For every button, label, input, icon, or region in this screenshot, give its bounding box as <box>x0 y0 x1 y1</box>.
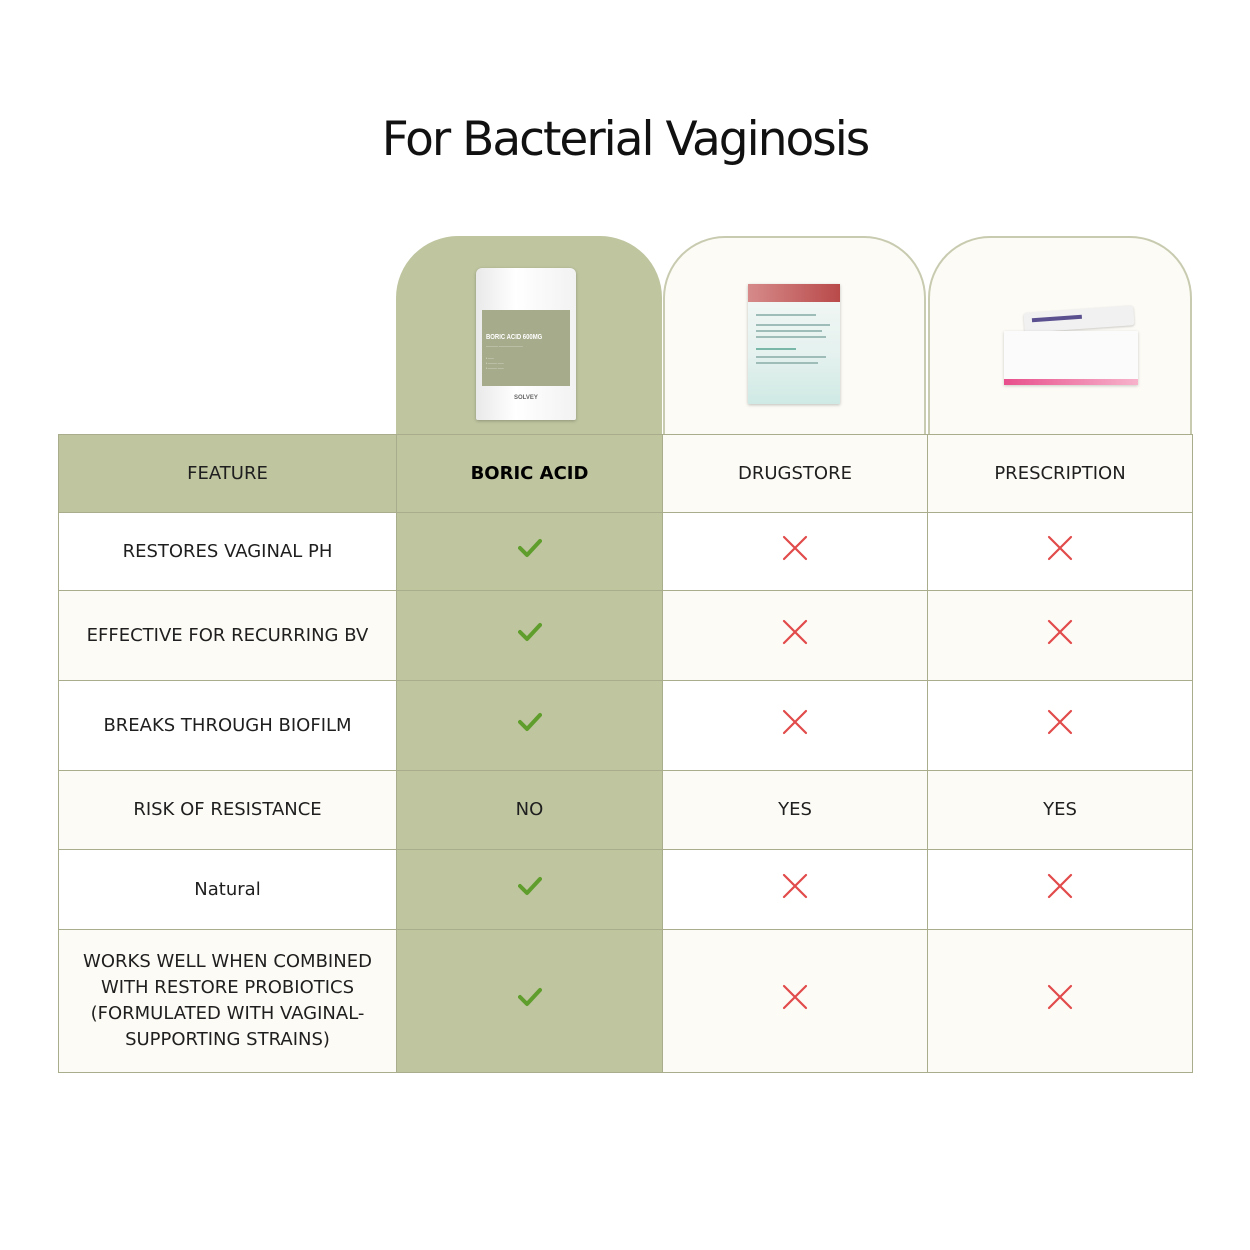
drugstore-cell <box>663 513 928 591</box>
pouch-title: BORIC ACID 600MG <box>486 334 543 341</box>
header-boric-acid: BORIC ACID <box>397 435 663 513</box>
boric-cell <box>397 930 663 1073</box>
drugstore-cell <box>663 681 928 771</box>
cross-icon <box>1047 619 1073 653</box>
check-icon <box>518 622 542 650</box>
cross-icon <box>1047 984 1073 1018</box>
table-row <box>59 513 1193 591</box>
prescription-cell <box>928 513 1193 591</box>
prescription-cell <box>928 681 1193 771</box>
header-feature: FEATURE <box>59 435 397 513</box>
boric-cell <box>397 681 663 771</box>
feature-label: WORKS WELL WHEN COMBINED WITH RESTORE PROBIOTICS (FORMULATED WITH VAGINAL-SUPPORTING STRAINS) <box>59 930 397 1073</box>
feature-label: RESTORES VAGINAL PH <box>59 513 397 591</box>
drugstore-value: YES <box>663 771 928 850</box>
prescription-cell <box>928 850 1193 930</box>
feature-label: BREAKS THROUGH BIOFILM <box>59 681 397 771</box>
check-icon <box>518 876 542 904</box>
boric-cell <box>397 591 663 681</box>
header-drugstore: DRUGSTORE <box>663 435 928 513</box>
boric-cell <box>397 513 663 591</box>
cross-icon <box>1047 535 1073 569</box>
drugstore-cell <box>663 591 928 681</box>
cross-icon <box>782 873 808 907</box>
check-icon <box>518 987 542 1015</box>
table-row <box>59 591 1193 681</box>
header-prescription: PRESCRIPTION <box>928 435 1193 513</box>
prescription-cell <box>928 591 1193 681</box>
cross-icon <box>782 535 808 569</box>
prescription-value: YES <box>928 771 1193 850</box>
boric-value: NO <box>397 771 663 850</box>
feature-label: EFFECTIVE FOR RECURRING BV <box>59 591 397 681</box>
pouch-brand: SOLVEY <box>514 395 538 401</box>
drugstore-cell <box>663 930 928 1073</box>
boric-acid-product-image: BORIC ACID 600MG ———— ———————— • —— • ——— —— • ——— —— SOLVEY <box>476 268 576 420</box>
feature-label: RISK OF RESISTANCE <box>59 771 397 850</box>
drugstore-cell <box>663 850 928 930</box>
table-row <box>59 850 1193 930</box>
prescription-cell <box>928 930 1193 1073</box>
table-row <box>59 930 1193 1073</box>
cross-icon <box>1047 873 1073 907</box>
cross-icon <box>782 984 808 1018</box>
prescription-product-image <box>1004 305 1138 385</box>
comparison-table <box>58 434 1193 1073</box>
feature-label: Natural <box>59 850 397 930</box>
cross-icon <box>1047 709 1073 743</box>
table-row <box>59 771 1193 850</box>
check-icon <box>518 712 542 740</box>
page-title: For Bacterial Vaginosis <box>381 112 869 167</box>
check-icon <box>518 538 542 566</box>
table-header-row <box>59 435 1193 513</box>
cross-icon <box>782 619 808 653</box>
drugstore-product-image <box>748 284 840 404</box>
cross-icon <box>782 709 808 743</box>
boric-cell <box>397 850 663 930</box>
table-row <box>59 681 1193 771</box>
